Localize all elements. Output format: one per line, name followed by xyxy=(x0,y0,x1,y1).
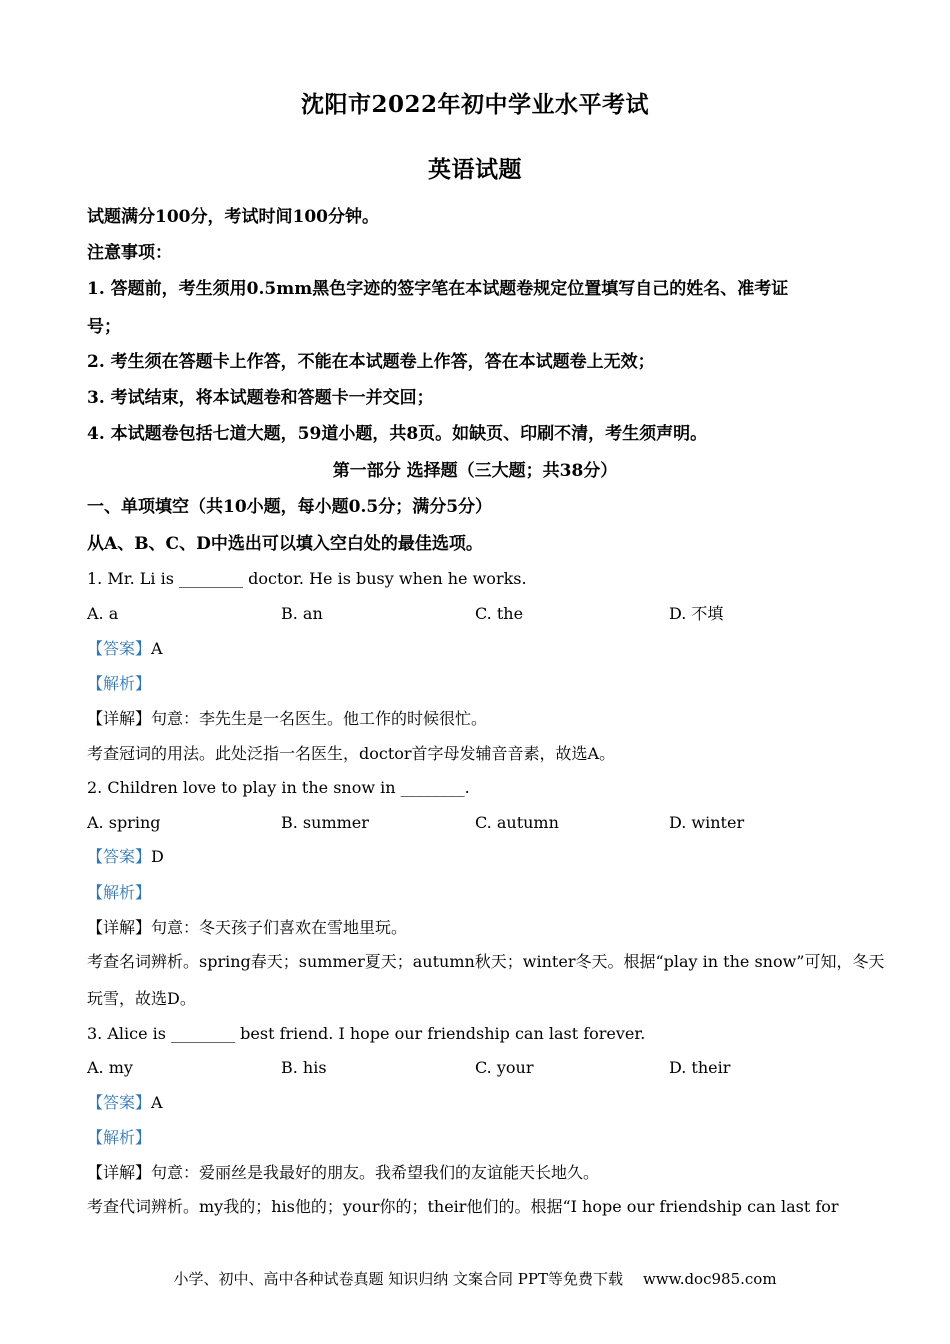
section-title: 一、单项填空（共10小题，每小题0.5分；满分5分） xyxy=(87,497,493,517)
question-stem: 3. Alice is ________ best friend. I hope our friendship can last forever. xyxy=(87,1024,646,1043)
notice-item-1: 1. 答题前，考生须用0.5mm黑色字迹的签字笔在本试题卷规定位置填写自己的姓名、准考证 xyxy=(87,279,789,299)
option-a: A. spring xyxy=(87,813,161,832)
explanation-text-cont: 玩雪，故选D。 xyxy=(87,989,196,1008)
page-footer xyxy=(0,1268,950,1290)
question-stem: 1. Mr. Li is ________ doctor. He is busy when he works. xyxy=(87,569,527,588)
notice-item-2: 2. 考生须在答题卡上作答，不能在本试题卷上作答，答在本试题卷上无效； xyxy=(87,352,655,372)
option-d: D. their xyxy=(669,1058,731,1077)
answer-tag: 【答案】 xyxy=(87,639,152,658)
explanation-text: 考查代词辨析。my我的；his他的；your你的；their他们的。根据“I hope our friendship can last for xyxy=(87,1197,839,1216)
footer-link[interactable]: www.doc985.com xyxy=(642,1270,777,1288)
notice-item-4: 4. 本试题卷包括七道大题，59道小题，共8页。如缺页、印刷不清，考生须声明。 xyxy=(87,424,708,444)
option-d: D. winter xyxy=(669,813,745,832)
part-heading: 第一部分 选择题（三大题；共38分） xyxy=(332,461,618,481)
detail-text: 【详解】句意：冬天孩子们喜欢在雪地里玩。 xyxy=(87,918,408,937)
page-subtitle: 英语试题 xyxy=(428,156,522,183)
explanation-text: 考查冠词的用法。此处泛指一名医生，doctor首字母发辅音音素，故选A。 xyxy=(87,744,616,763)
option-a: A. a xyxy=(87,604,119,623)
answer-line xyxy=(87,1092,867,1114)
analysis-tag: 【解析】 xyxy=(87,1128,152,1147)
option-c: C. the xyxy=(475,604,524,623)
option-row xyxy=(87,1057,867,1079)
detail-text: 【详解】句意：爱丽丝是我最好的朋友。我希望我们的友谊能天长地久。 xyxy=(87,1163,600,1182)
answer-value: A xyxy=(151,639,163,658)
question-stem: 2. Children love to play in the snow in ________. xyxy=(87,778,470,797)
answer-value: D xyxy=(151,847,164,866)
option-row xyxy=(87,812,867,834)
answer-line xyxy=(87,846,867,868)
answer-tag: 【答案】 xyxy=(87,847,152,866)
option-b: B. his xyxy=(281,1058,327,1077)
exam-info: 试题满分100分，考试时间100分钟。 xyxy=(87,207,379,227)
option-c: C. your xyxy=(475,1058,534,1077)
option-b: B. an xyxy=(281,604,323,623)
option-row xyxy=(87,603,867,625)
explanation-text: 考查名词辨析。spring春天；summer夏天；autumn秋天；winter冬天。根据“play in the snow”可知，冬天 xyxy=(87,952,885,971)
answer-tag: 【答案】 xyxy=(87,1093,152,1112)
notice-item-3: 3. 考试结束，将本试题卷和答题卡一并交回； xyxy=(87,388,434,408)
option-c: C. autumn xyxy=(475,813,559,832)
notice-item-1-cont: 号； xyxy=(87,317,121,337)
option-a: A. my xyxy=(87,1058,133,1077)
answer-value: A xyxy=(151,1093,163,1112)
page-title: 沈阳市2022年初中学业水平考试 xyxy=(300,91,649,118)
section-instruction: 从A、B、C、D中选出可以填入空白处的最佳选项。 xyxy=(87,534,483,554)
analysis-tag: 【解析】 xyxy=(87,883,152,902)
detail-text: 【详解】句意：李先生是一名医生。他工作的时候很忙。 xyxy=(87,709,488,728)
option-b: B. summer xyxy=(281,813,369,832)
option-d: D. 不填 xyxy=(669,604,724,623)
notice-heading: 注意事项： xyxy=(87,243,172,263)
analysis-tag: 【解析】 xyxy=(87,674,152,693)
answer-line xyxy=(87,638,867,660)
footer-text: 小学、初中、高中各种试卷真题 知识归纳 文案合同 PPT等免费下载 xyxy=(173,1270,623,1288)
